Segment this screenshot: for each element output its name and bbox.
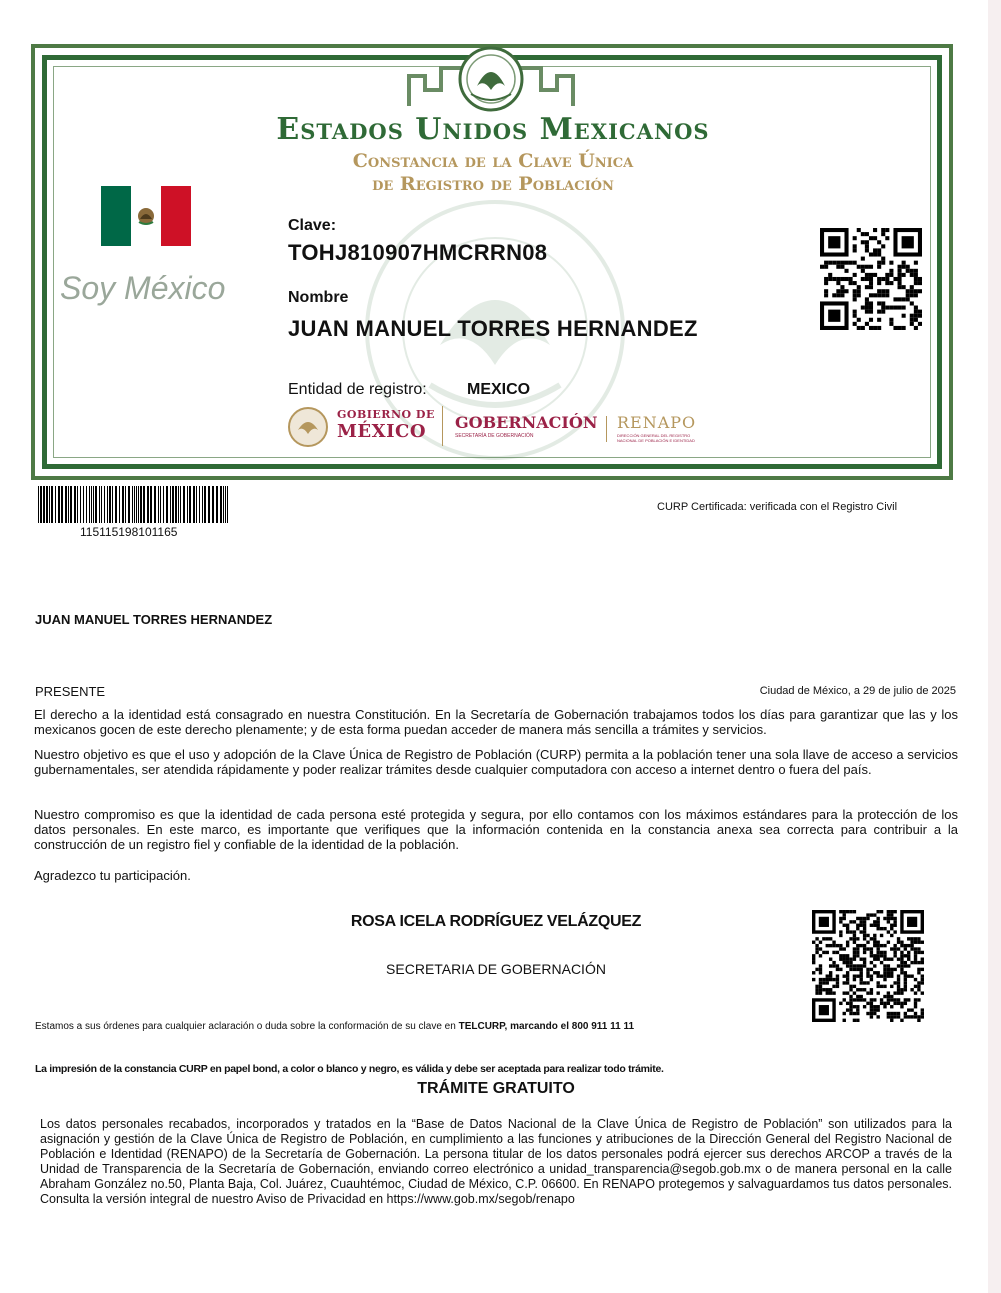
clave-label: Clave: <box>288 217 337 234</box>
document-title: Estados Unidos Mexicanos <box>276 112 710 147</box>
mexico-flag-icon <box>101 186 191 246</box>
gobernacion-logo: GOBERNACIÓN <box>455 413 598 432</box>
document-subtitle-line2: de Registro de Población <box>372 173 614 195</box>
place-date: Ciudad de México, a 29 de julio de 2025 <box>759 685 956 697</box>
barcode-number: 115115198101165 <box>80 525 178 539</box>
validity-notice: La impresión de la constancia CURP en papel bond, a color o blanco y negro, es válida y debe ser aceptada para realizar todo trámite. <box>35 1063 664 1075</box>
coat-of-arms-icon <box>405 46 577 112</box>
contact-line: Estamos a sus órdenes para cualquier aclaración o duda sobre la conformación de su clave en TELCURP, marcando el 800 911 11 11 <box>35 1021 635 1032</box>
entidad-label: Entidad de registro: <box>288 381 427 398</box>
qr-code-icon <box>820 228 922 330</box>
thanks-text: Agradezco tu participación. <box>34 868 191 883</box>
soy-mexico-slogan: Soy México <box>60 270 226 306</box>
government-logos <box>287 404 707 448</box>
signer-title: SECRETARIA DE GOBERNACIÓN <box>386 961 606 977</box>
nombre-value: JUAN MANUEL TORRES HERNANDEZ <box>288 316 698 341</box>
paragraph-1: El derecho a la identidad está consagrado en nuestra Constitución. En la Secretaría de Gobernación trabajamos todos los días para garantizar que las y los mexicanos gocen de este derecho plenamente; y de esta forma puedan acceder de manera más sencilla a trámites y servicios. <box>34 707 958 737</box>
free-procedure: TRÁMITE GRATUITO <box>417 1080 575 1097</box>
barcode-icon <box>38 486 228 523</box>
nombre-label: Nombre <box>288 289 349 306</box>
gobierno-seal-icon <box>287 406 329 448</box>
addressee: JUAN MANUEL TORRES HERNANDEZ <box>35 612 273 627</box>
paragraph-2: Nuestro objetivo es que el uso y adopción de la Clave Única de Registro de Población (CURP) permita a la población tener una sola llave de acceso a servicios gubernamentales, ser atendida rápidamente y poder realizar trámites desde cualquier computadora con acceso a internet dentro o fuera del país. <box>34 747 958 777</box>
document-subtitle-line1: Constancia de la Clave Única <box>352 150 634 172</box>
gobierno-line1: GOBIERNO DE <box>337 408 435 421</box>
presente: PRESENTE <box>35 684 106 699</box>
gobierno-line2: MÉXICO <box>337 421 427 442</box>
signer-name: ROSA ICELA RODRÍGUEZ VELÁZQUEZ <box>350 913 642 930</box>
clave-value: TOHJ810907HMCRRN08 <box>288 240 548 265</box>
privacy-notice: Los datos personales recabados, incorporados y tratados en la “Base de Datos Nacional de la Clave Única de Registro de Población” son utilizados para la asignación y gestión de la Clave Única de Registro de Población, en cumplimiento a las funciones y atribuciones de la Dirección General del Registro Nacional de Población e Identidad (RENAPO) de la Secretaría de Gobernación. La persona titular de los datos personales podrá ejercer sus derechos ARCOP a través de la Unidad de Transparencia de la Secretaría de Gobernación, enviando correo electrónico a unidad_transparencia@segob.gob.mx o de manera personal en la calle Abraham González no.50, Planta Baja, Col. Juárez, Cuauhtémoc, Ciudad de México, C.P. 06600. En RENAPO protegemos y salvaguardamos tus datos personales. Consulta la versión integral de nuestro Aviso de Privacidad en https://www.gob.mx/segob/renapo <box>40 1117 952 1206</box>
renapo-logo: RENAPO <box>617 413 697 432</box>
gobernacion-small: SECRETARÍA DE GOBERNACIÓN <box>455 433 534 439</box>
qr-code-icon <box>812 910 924 1022</box>
entidad-value: MEXICO <box>467 381 531 398</box>
paragraph-3: Nuestro compromiso es que la identidad de cada persona esté protegida y segura, por ello contamos con los máximos estándares para la protección de los datos personales. En este marco, es importante que verifiques que la información contenida en la constancia anexa sea correcta para contribuir a la construcción de un registro fiel y confiable de la identidad de la población. <box>34 807 958 852</box>
certified-text: CURP Certificada: verificada con el Registro Civil <box>657 501 898 513</box>
renapo-small: DIRECCIÓN GENERAL DEL REGISTRO NACIONAL DE POBLACIÓN E IDENTIDAD <box>617 433 695 443</box>
